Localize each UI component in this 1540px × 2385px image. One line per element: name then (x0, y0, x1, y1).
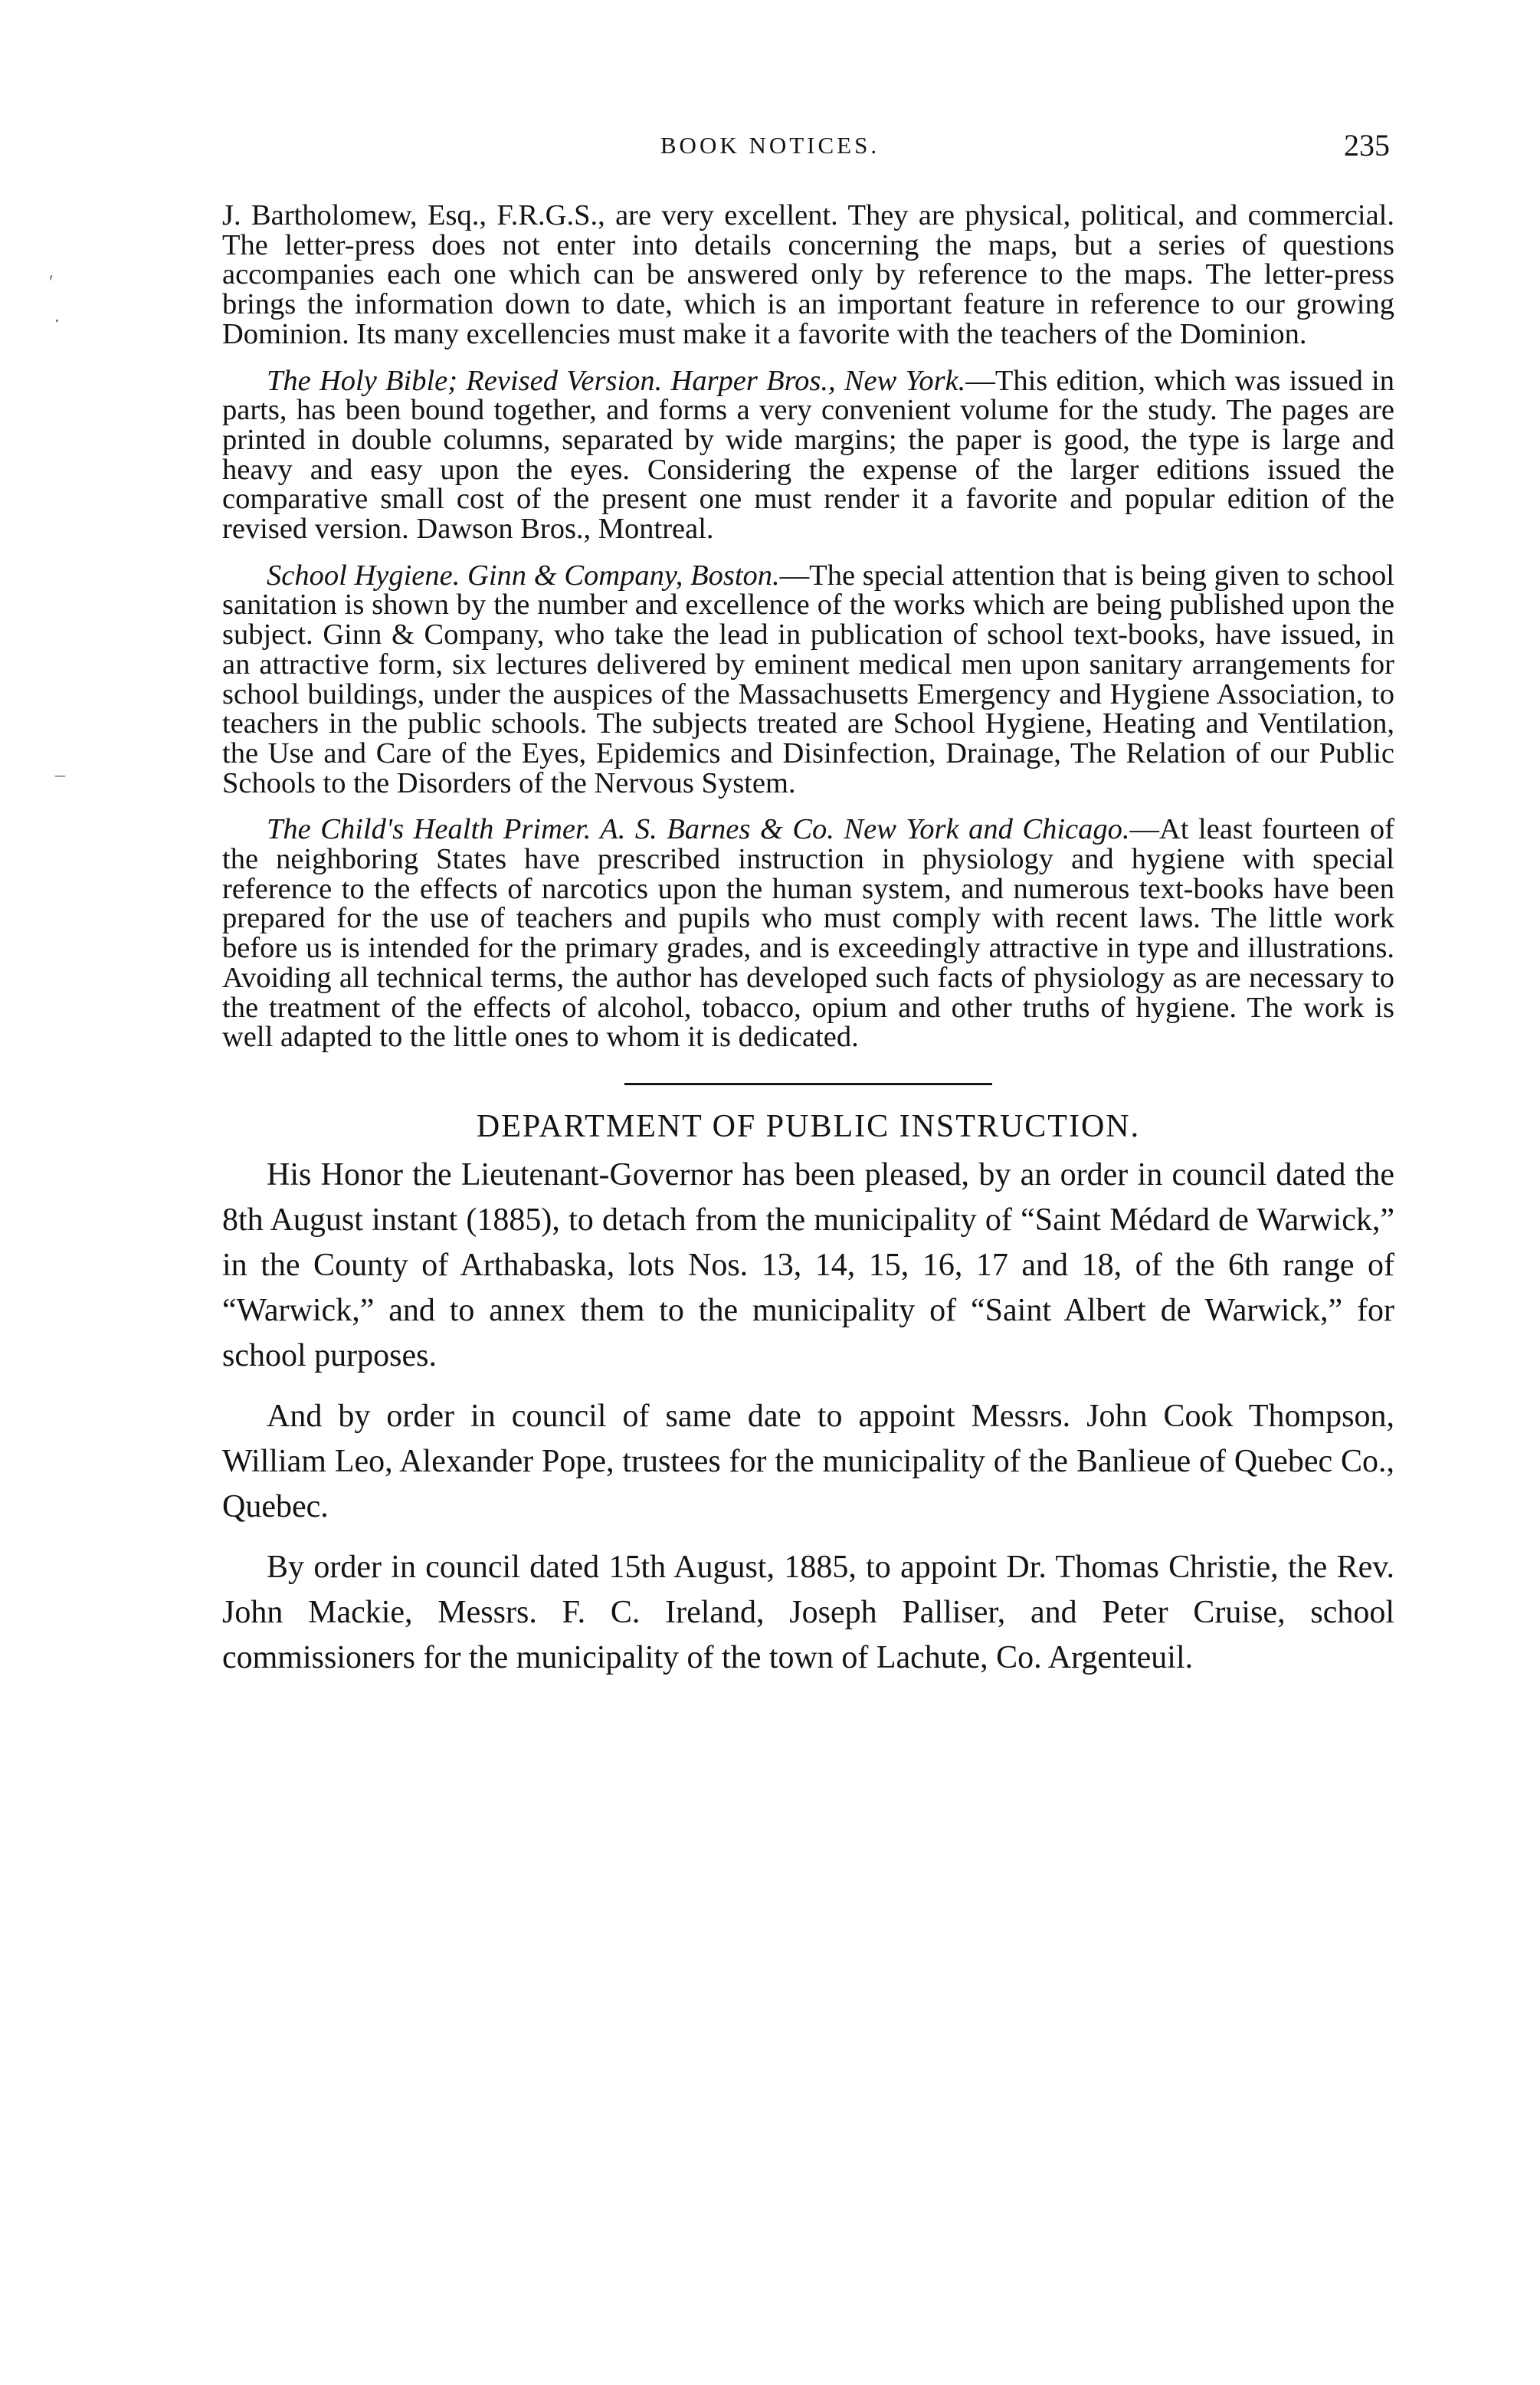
running-head: BOOK NOTICES. (660, 132, 880, 159)
notice-text: —The special attention that is being given to school sanitation is shown by the number and excellence of the works which are being published upon the subject. Ginn & Company, who take the lead in publication of school text-books, have issued, in an attractive form, six lectures delivered by eminent medical men upon sanitary arrangements for school buildings, under the auspices of the Massachusetts Emergency and Hygiene Association, to teachers in the public schools. The subjects treated are School Hygiene, Heating and Ventilation, the Use and Care of the Eyes, Epidemics and Disinfection, Drainage, The Relation of our Public Schools to the Disorders of the Nervous System. (222, 559, 1395, 799)
margin-mark: ′ (49, 271, 54, 294)
page-header (0, 127, 1540, 173)
margin-mark: – (55, 763, 65, 786)
margin-mark: · (54, 310, 61, 332)
department-paragraph: By order in council dated 15th August, 1885, to appoint Dr. Thomas Christie, the Rev. John Mackie, Messrs. F. C. Ireland, Joseph Palliser, and Peter Cruise, school commissioners for the municipality of the town of Lachute, Co. Argenteuil. (222, 1549, 1394, 1675)
department-section (222, 1153, 1394, 1681)
notice-text: —This edition, which was issued in parts, has been bound together, and forms a very convenient volume for the study. The pages are printed in double columns, separated by wide margins; the paper is good, the type is large and heavy and easy upon the eyes. Considering the expense of the larger editions issued the comparative small cost of the present one must render it a favorite and popular edition of the revised version. Dawson Bros., Montreal. (222, 364, 1394, 546)
notice-text: —At least fourteen of the neighboring States have prescribed instruction in physiology and hygiene with special reference to the effects of narcotics upon the human system, and numerous text-books have been prepared for the use of teachers and pupils who must comply with recent laws. The little work before us is intended for the primary grades, and is exceedingly attractive in type and illustrations. Avoiding all technical terms, the author has developed such facts of physiology as are necessary to the treatment of the effects of alcohol, tobacco, opium and other truths of hygiene. The work is well adapted to the little ones to whom it is dedicated. (222, 813, 1394, 1054)
notice-title: The Child's Health Primer. A. S. Barnes & Co. New York and Chicago. (267, 813, 1130, 846)
book-notices (222, 201, 1394, 1052)
page-number: 235 (1344, 128, 1390, 162)
notice-school-hygiene (222, 561, 1394, 799)
notice-title: The Holy Bible; Revised Version. Harper Bros., New York. (267, 364, 966, 397)
section-divider (624, 1083, 992, 1085)
notice-holy-bible (222, 366, 1394, 544)
department-paragraph: His Honor the Lieutenant-Governor has been pleased, by an order in council dated the 8th August instant (1885), to detach from the municipality of “Saint Médard de Warwick,” in the County of Arthabaska, lots Nos. 13, 14, 15, 16, 17 and 18, of the 6th range of “Warwick,” and to annex them to the municipality of “Saint Albert de Warwick,” for school purposes. (222, 1156, 1394, 1373)
department-paragraph: And by order in council of same date to appoint Messrs. John Cook Thompson, William Leo, Alexander Pope, trustees for the municipality of the Banlieue of Quebec Co., Quebec. (222, 1398, 1394, 1524)
notice-childs-health-primer (222, 815, 1394, 1052)
section-heading: DEPARTMENT OF PUBLIC INSTRUCTION. (476, 1108, 1141, 1144)
notice-continued-paragraph: J. Bartholomew, Esq., F.R.G.S., are very excellent. They are physical, political, and commercial. The letter-press does not enter into details concerning the maps, but a series of questions accompanies each one which can be answered only by reference to the maps. The letter-press brings the information down to date, which is an important feature in reference to our growing Dominion. Its many excellencies must make it a favorite with the teachers of the Dominion. (222, 199, 1394, 350)
notice-title: School Hygiene. Ginn & Company, Boston. (267, 559, 780, 592)
page-body (222, 201, 1394, 1681)
